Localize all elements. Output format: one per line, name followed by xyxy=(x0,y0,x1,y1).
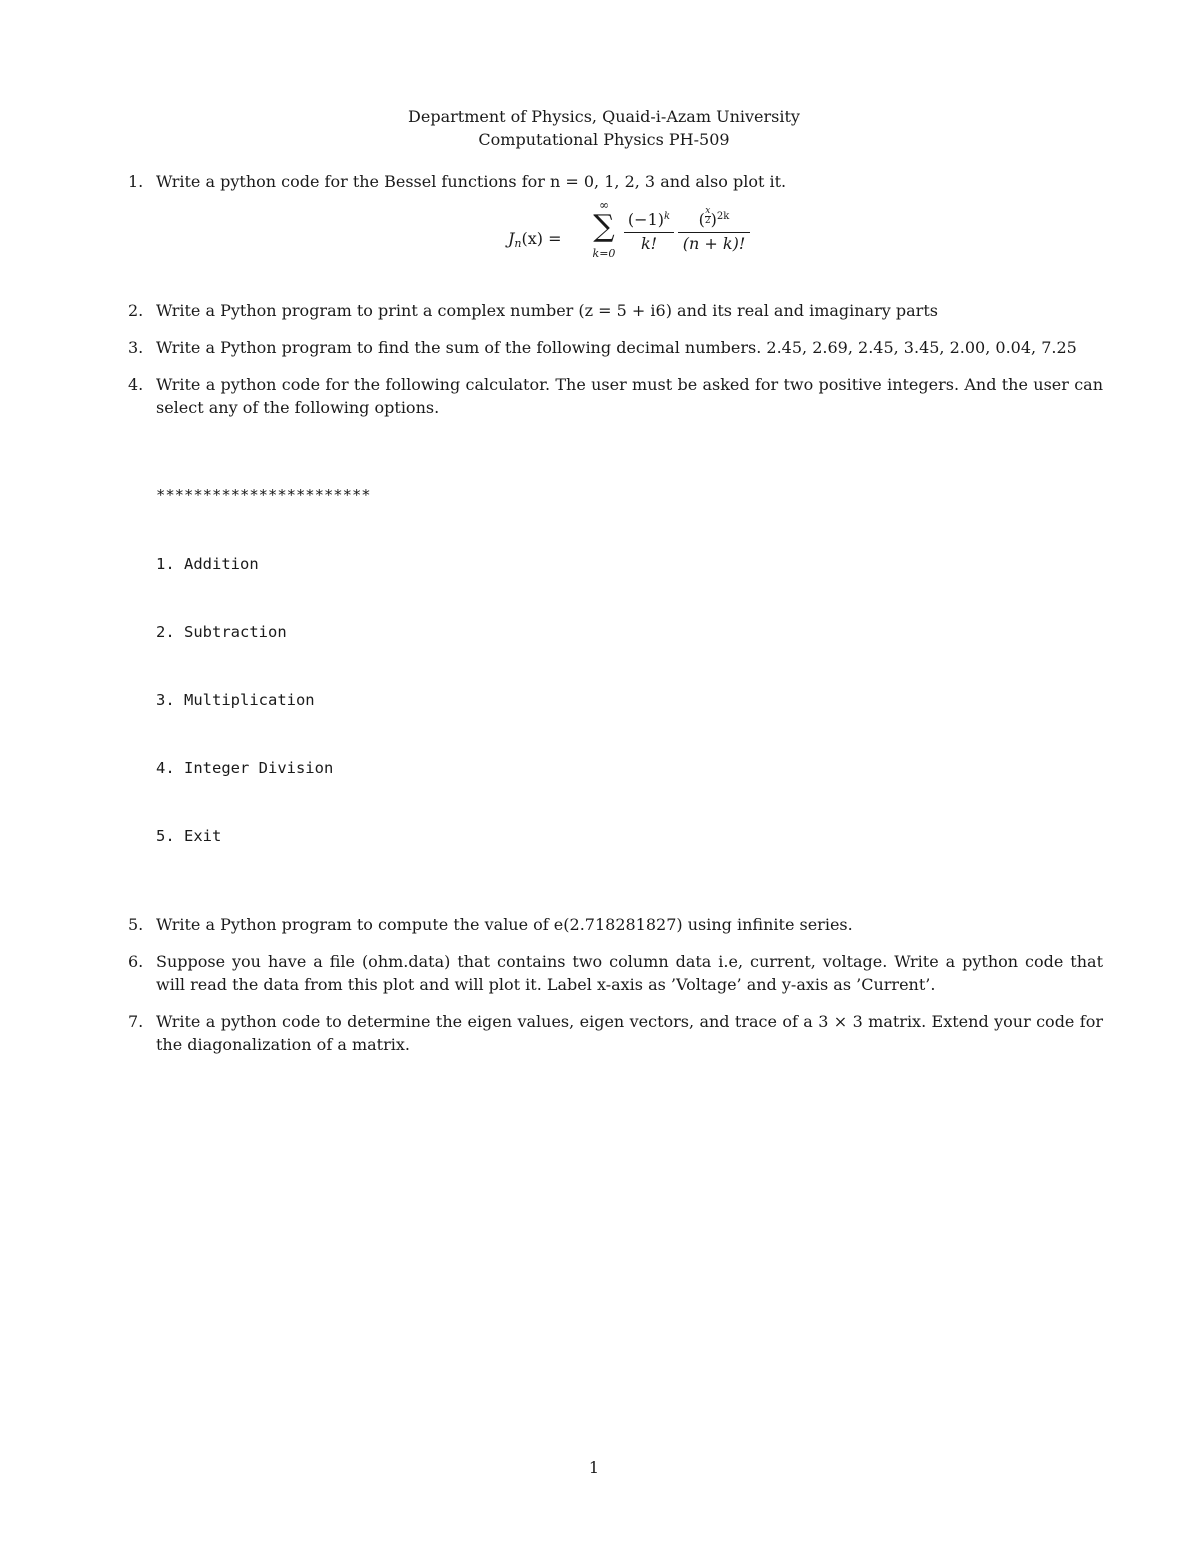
question-text: Write a python code for the following calculator. The user must be asked for two positive integers. And the user can select any of the following options. xyxy=(156,375,1103,417)
question-number: 3. xyxy=(128,338,144,357)
calculator-menu xyxy=(156,439,1103,893)
menu-option: 5. Exit xyxy=(156,826,222,845)
menu-option: 1. Addition xyxy=(156,554,259,573)
question-1 xyxy=(128,170,1103,193)
question-number: 6. xyxy=(128,951,144,971)
question-number: 1. xyxy=(128,172,144,191)
question-text: Write a Python program to print a complex number (z = 5 + i6) and its real and imaginary parts xyxy=(156,301,938,320)
menu-option: 3. Multiplication xyxy=(156,690,315,709)
question-list xyxy=(128,170,1103,1056)
question-number: 2. xyxy=(128,301,144,320)
header-course: Computational Physics PH-509 xyxy=(478,130,730,149)
bessel-equation xyxy=(128,199,1103,277)
question-6 xyxy=(128,950,1103,996)
menu-stars: *********************** xyxy=(156,486,371,505)
question-text: Suppose you have a file (ohm.data) that contains two column data i.e, current, voltage. Write a python code that will read the data from this plot and will plot it. Label x-axis as ’Voltage’ and y-axis as ’Current’. xyxy=(156,951,1103,994)
equation-fraction-2: ( $\frac{x}{2}$ )$^{2k}$ (n + k)! xyxy=(678,207,750,255)
question-7 xyxy=(128,1010,1103,1056)
question-text: Write a python code for the Bessel functions for n = 0, 1, 2, 3 and also plot it. xyxy=(156,172,787,191)
question-text: Write a Python program to find the sum of the following decimal numbers. 2.45, 2.69, 2.45, 3.45, 2.00, 0.04, 7.25 xyxy=(156,338,1077,357)
question-number: 7. xyxy=(128,1011,144,1031)
menu-option: 2. Subtraction xyxy=(156,622,287,641)
question-4 xyxy=(128,373,1103,893)
question-number: 5. xyxy=(128,914,144,934)
equation-lhs: $J_n(x)$ = xyxy=(508,229,562,250)
menu-option: 4. Integer Division xyxy=(156,758,334,777)
question-5 xyxy=(128,913,1103,936)
equation-fraction-1: $\frac{(-1)^k}{k!}$ xyxy=(624,207,674,255)
question-text: Write a Python program to compute the value of e(2.718281827) using infinite series. xyxy=(156,914,853,934)
summation-symbol: ∞ ∑ k=0 xyxy=(592,198,616,260)
page-number: 1 xyxy=(588,1458,600,1477)
question-3 xyxy=(128,336,1103,359)
question-number: 4. xyxy=(128,375,144,394)
document-header xyxy=(0,105,1200,151)
question-text: Write a python code to determine the eigen values, eigen vectors, and trace of a 3 × 3 matrix. Extend your code for the diagonalization of a matrix. xyxy=(156,1011,1103,1054)
header-department: Department of Physics, Quaid-i-Azam University xyxy=(408,107,800,126)
question-2 xyxy=(128,299,1103,322)
